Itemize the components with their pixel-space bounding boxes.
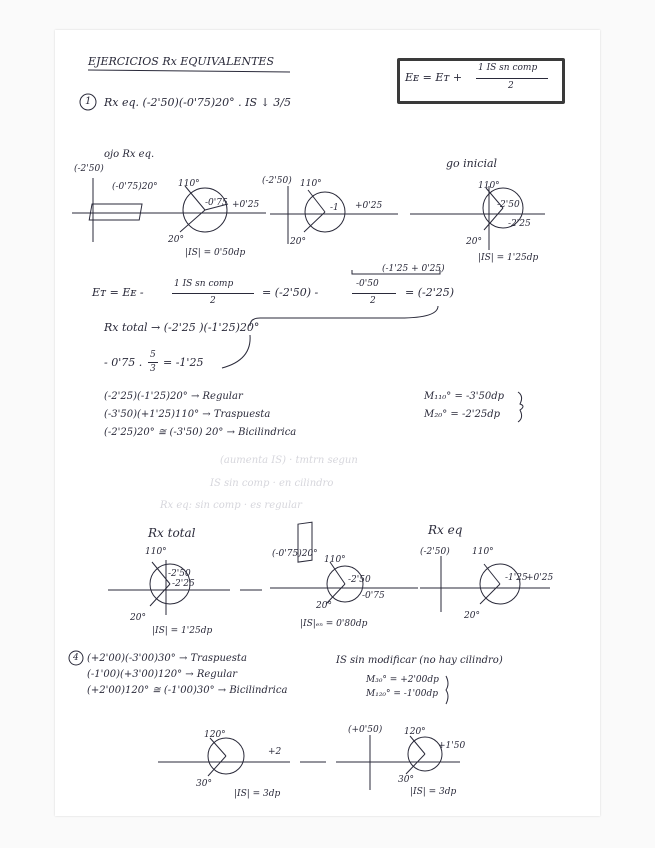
- b-c-deg20: 20°: [464, 611, 480, 621]
- ex4-d1-deg120: 120°: [204, 730, 226, 740]
- b-b-v2: -0'75: [362, 591, 385, 601]
- ex4-d1-deg30: 30°: [196, 779, 212, 789]
- et-den2: 2: [370, 296, 376, 306]
- et-res: = (-2'25): [405, 286, 455, 299]
- d1-deg110: 110°: [178, 179, 200, 189]
- ex1-meridian-1: M₁₁₀° = -3'50dp: [424, 391, 505, 402]
- d1-is: |IS| = 0'50dp: [185, 248, 246, 258]
- ex1-form-3: (-2'25)20° ≅ (-3'50) 20° → Bicilindrica: [104, 427, 297, 438]
- formula-fraction-line: [476, 78, 548, 79]
- ex1-meridian-2: M₂₀° = -2'25dp: [424, 409, 501, 420]
- rx-total-line: Rx total → (-2'25 )(-1'25)20°: [104, 321, 260, 334]
- ex1-ojo-label: ojo Rx eq.: [104, 149, 155, 160]
- d2-plus: +0'25: [355, 201, 383, 211]
- b-b-is: |IS|ₑₙ = 0'80dp: [300, 619, 368, 629]
- ex4-meridian-1: M₃₀° = +2'00dp: [366, 675, 439, 685]
- d2-sphere: (-2'50): [262, 176, 292, 186]
- ex4-line-1: (+2'00)(-3'00)30° → Traspuesta: [87, 653, 247, 664]
- et-num: 1 IS sn comp: [174, 279, 234, 289]
- b-c-v1: -1'25: [505, 573, 528, 583]
- calc-res: = -1'25: [163, 356, 204, 369]
- d1-cyl: (-0'75)20°: [112, 182, 158, 192]
- b-a-v1: -2'50: [168, 569, 191, 579]
- ex4-d2-plus: +1'50: [438, 741, 466, 751]
- calc-line: - 0'75 .: [104, 356, 143, 369]
- page-title: EJERCICIOS Rx EQUIVALENTES: [88, 55, 274, 68]
- ex4-meridian-2: M₁₂₀° = -1'00dp: [366, 689, 439, 699]
- d3-deg20: 20°: [466, 237, 482, 247]
- d3-deg110: 110°: [478, 181, 500, 191]
- d2-deg110: 110°: [300, 179, 322, 189]
- et-frac-line2: [352, 293, 396, 294]
- d3-b: -2'25: [508, 219, 531, 229]
- et-mid: = (-2'50) -: [262, 286, 319, 299]
- ex1-form-2: (-3'50)(+1'25)110° → Traspuesta: [104, 409, 271, 420]
- d2-deg20: 20°: [290, 237, 306, 247]
- formula-lhs: Eᴇ = Eᴛ +: [405, 71, 463, 84]
- et-frac-line: [172, 293, 254, 294]
- d2-val: -1: [330, 203, 339, 213]
- d3-a: -2'50: [497, 200, 520, 210]
- ex4-d1-is: |IS| = 3dp: [234, 789, 281, 799]
- ex4-d1-plus: +2: [268, 747, 282, 757]
- d1-sphere: (-2'50): [74, 164, 104, 174]
- ex1-number: 1: [85, 96, 92, 107]
- et-note: (-1'25 + 0'25): [382, 264, 445, 274]
- ex4-number: 4: [73, 653, 79, 663]
- et-den: 2: [210, 296, 216, 306]
- b-b-cyl: (-0'75)20°: [272, 549, 318, 559]
- b-a-deg110: 110°: [145, 547, 167, 557]
- b-b-v1: -2'50: [348, 575, 371, 585]
- calc-num: 5: [150, 350, 156, 360]
- ex1-form-1: (-2'25)(-1'25)20° → Regular: [104, 391, 243, 402]
- ex1-statement: Rx eq. (-2'50)(-0'75)20° . IS ↓ 3/5: [104, 96, 291, 109]
- b-c-deg110: 110°: [472, 547, 494, 557]
- b-c-sphere: (-2'50): [420, 547, 450, 557]
- formula-denominator: 2: [508, 81, 514, 91]
- ex4-d2-deg120: 120°: [404, 727, 426, 737]
- ex4-d2-is: |IS| = 3dp: [410, 787, 457, 797]
- d3-is: |IS| = 1'25dp: [478, 253, 539, 263]
- d1-val: -0'75: [205, 198, 228, 208]
- et-eq: Eᴛ = Eᴇ -: [92, 286, 144, 299]
- b-b-deg110: 110°: [324, 555, 346, 565]
- b-a-deg20: 20°: [130, 613, 146, 623]
- ex4-d2-deg30: 30°: [398, 775, 414, 785]
- ex4-line-3: (+2'00)120° ≅ (-1'00)30° → Bicilindrica: [87, 685, 288, 696]
- et-num2: -0'50: [356, 279, 379, 289]
- calc-den: 3: [150, 364, 156, 374]
- d1-deg20: 20°: [168, 235, 184, 245]
- b-b-deg20: 20°: [316, 601, 332, 611]
- d1-plus: +0'25: [232, 200, 260, 210]
- ex4-d2-sphere: (+0'50): [348, 725, 383, 735]
- label-rx-total: Rx total: [148, 526, 196, 540]
- ex4-line-2: (-1'00)(+3'00)120° → Regular: [87, 669, 238, 680]
- b-a-is: |IS| = 1'25dp: [152, 626, 213, 636]
- b-a-v2: -2'25: [172, 579, 195, 589]
- paper-sheet: [55, 30, 600, 816]
- calc-frac-line: [148, 362, 158, 363]
- ex1-go-inicial-label: go inicial: [446, 157, 498, 170]
- ex4-note: IS sin modificar (no hay cilindro): [336, 655, 503, 666]
- label-rx-eq: Rx eq: [428, 523, 463, 537]
- b-c-v2: +0'25: [526, 573, 554, 583]
- formula-numerator: 1 IS sn comp: [478, 63, 538, 73]
